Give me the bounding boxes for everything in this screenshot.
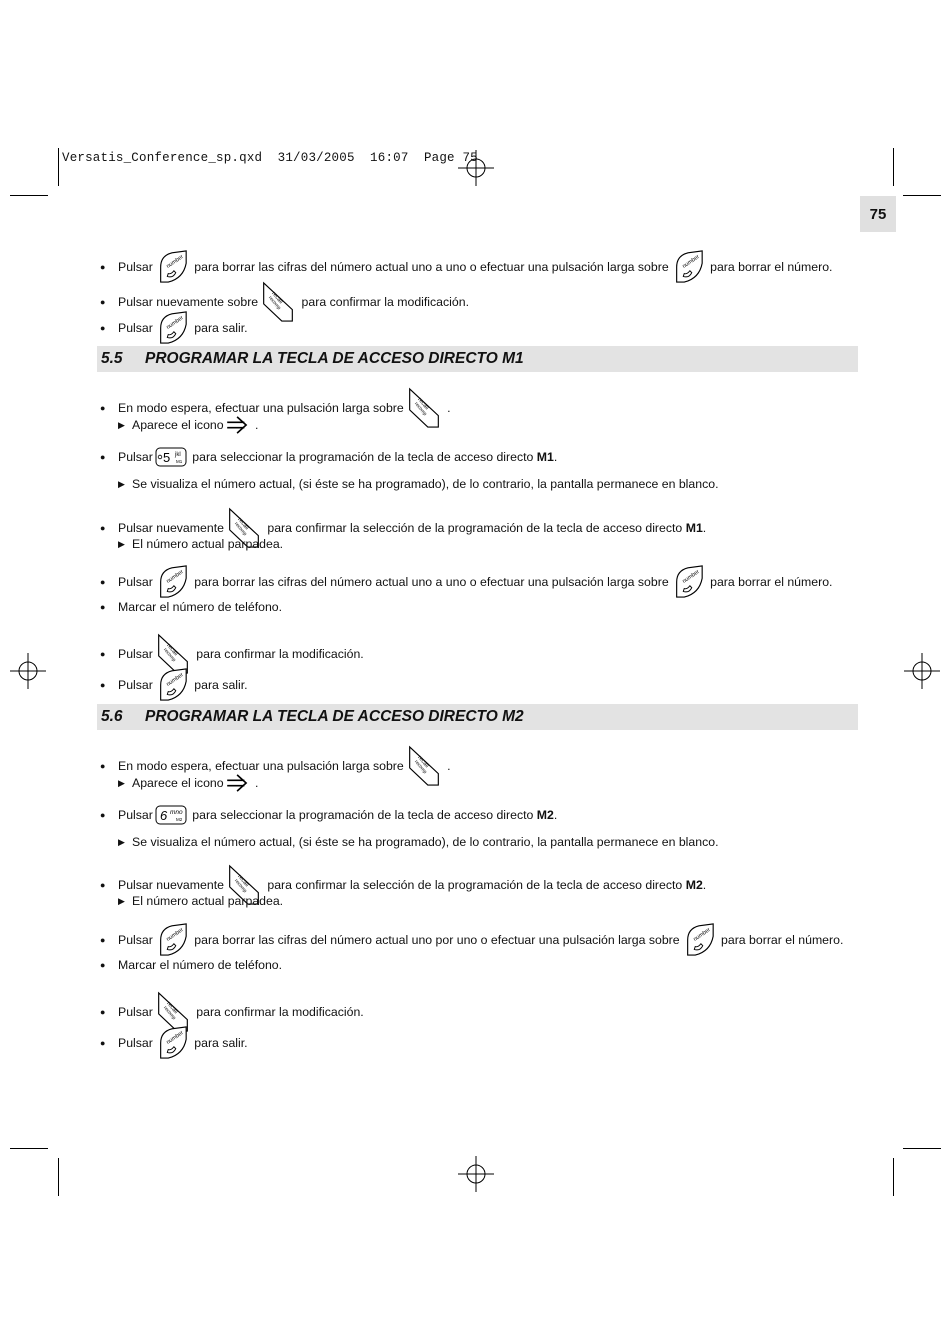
list-item: ● Pulsar para borrar las cifras del número actual uno a uno o efectuar una pulsación larga sobre para borrar el número. bbox=[100, 250, 860, 284]
list-item: ● En modo espera, efectuar una pulsación larga sobre . bbox=[100, 387, 860, 429]
number-key-icon bbox=[682, 923, 716, 957]
number-key-icon bbox=[155, 923, 189, 957]
crop-mark bbox=[903, 195, 941, 196]
registration-mark-icon bbox=[458, 1156, 494, 1192]
list-item: ● Pulsar nuevamente para confirmar la selección de la programación de la tecla de acceso directo M1 . bbox=[100, 507, 860, 549]
crop-mark bbox=[58, 148, 59, 186]
key-5-jkl-icon bbox=[155, 447, 187, 467]
section-heading: 5.6 PROGRAMAR LA TECLA DE ACCESO DIRECTO M2 bbox=[97, 704, 858, 730]
list-item: ● Pulsar para confirmar la modificación. bbox=[100, 633, 860, 675]
list-item: ▶ El número actual parpadea. bbox=[118, 537, 284, 551]
crop-mark bbox=[893, 148, 894, 186]
number-key-icon bbox=[155, 250, 189, 284]
list-item: ● Pulsar para salir. bbox=[100, 1026, 860, 1060]
crop-mark bbox=[10, 195, 48, 196]
list-item: ● Pulsar para salir. bbox=[100, 668, 860, 702]
list-item: ● Marcar el número de teléfono. bbox=[100, 958, 283, 972]
section-heading: 5.5 PROGRAMAR LA TECLA DE ACCESO DIRECTO M1 bbox=[97, 346, 858, 372]
crop-mark bbox=[903, 1148, 941, 1149]
list-item: ● Pulsar para confirmar la modificación. bbox=[100, 991, 860, 1033]
list-item: ● Pulsar para borrar las cifras del número actual uno por uno o efectuar una pulsación larga sobre para borrar el número. bbox=[100, 923, 860, 957]
number-key-icon bbox=[155, 565, 189, 599]
file-info-header: Versatis_Conference_sp.qxd 31/03/2005 16:07 Page 75 bbox=[62, 151, 478, 165]
list-item: ● Pulsar para seleccionar la programación de la tecla de acceso directo M2 . bbox=[100, 805, 860, 825]
list-item: ● Pulsar nuevamente sobre para confirmar la modificación. bbox=[100, 281, 860, 323]
number-key-icon bbox=[671, 250, 705, 284]
number-key-icon bbox=[155, 668, 189, 702]
direct-access-arrow-icon bbox=[226, 774, 250, 792]
direct-access-arrow-icon bbox=[226, 416, 250, 434]
list-item: ▶ Aparece el icono . bbox=[118, 418, 259, 432]
list-item: ▶ Aparece el icono . bbox=[118, 776, 259, 790]
list-item: ● Marcar el número de teléfono. bbox=[100, 600, 283, 614]
crop-mark bbox=[10, 1148, 48, 1149]
number-key-icon bbox=[155, 311, 189, 345]
list-item: ● Pulsar para salir. bbox=[100, 311, 860, 345]
registration-mark-icon bbox=[904, 653, 940, 689]
registration-mark-icon bbox=[10, 653, 46, 689]
page-number: 75 bbox=[860, 196, 896, 232]
number-key-icon bbox=[155, 1026, 189, 1060]
list-item: ● Pulsar para seleccionar la programación de la tecla de acceso directo M1 . bbox=[100, 447, 860, 467]
list-item: ▶ Se visualiza el número actual, (si éste se ha programado), de lo contrario, la pantalla permanece en blanco. bbox=[118, 835, 719, 849]
list-item: ● Pulsar nuevamente para confirmar la selección de la programación de la tecla de acceso directo M2 . bbox=[100, 864, 860, 906]
crop-mark bbox=[58, 1158, 59, 1196]
key-6-mno-icon bbox=[155, 805, 187, 825]
list-item: ▶ El número actual parpadea. bbox=[118, 894, 284, 908]
number-key-icon bbox=[671, 565, 705, 599]
list-item: ▶ Se visualiza el número actual, (si éste se ha programado), de lo contrario, la pantalla permanece en blanco. bbox=[118, 477, 719, 491]
list-item: ● Pulsar para borrar las cifras del número actual uno a uno o efectuar una pulsación larga sobre para borrar el número. bbox=[100, 565, 860, 599]
crop-mark bbox=[893, 1158, 894, 1196]
list-item: ● En modo espera, efectuar una pulsación larga sobre . bbox=[100, 745, 860, 787]
